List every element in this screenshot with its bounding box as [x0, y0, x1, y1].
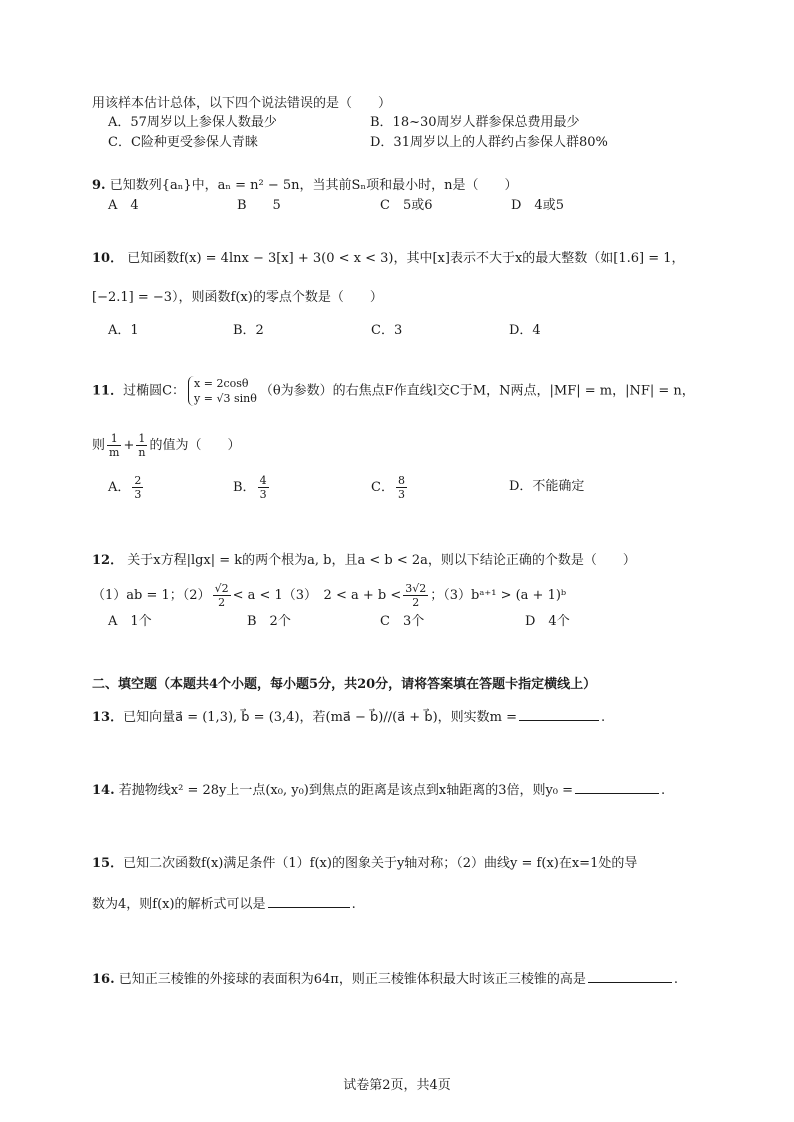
q12-cond2-pre: （2）	[182, 588, 211, 603]
fraction-root2-over-2	[213, 582, 231, 609]
frac-den: n	[138, 446, 146, 459]
q8-option-d: D．31周岁以上的人群约占参保人群80%	[370, 135, 608, 150]
q11-pre: 过椭圆C：	[123, 383, 186, 399]
q9-option-a: A 4	[108, 198, 139, 213]
section-2-heading: 二、填空题（本题共4个小题，每小题5分，共20分，请将答案填在答题卡指定横线上）	[92, 677, 597, 692]
q9-stem	[92, 177, 517, 195]
q14-number: 14.	[92, 783, 115, 798]
q12-cond3-post: ；（3）bᵃ⁺¹ > (a + 1)ᵇ	[430, 588, 567, 603]
frac-num: 1	[107, 432, 121, 446]
fraction-3root2-over-2	[403, 582, 428, 609]
q15-period: .	[351, 897, 356, 912]
q16-answer-blank[interactable]	[588, 968, 672, 983]
q13-number: 13．	[92, 710, 124, 725]
option-label: C．	[371, 480, 394, 495]
frac-den: m	[109, 446, 120, 459]
q10-stem-line2: [−2.1] = −3），则函数f(x)的零点个数是（ ）	[92, 290, 383, 305]
q12-cond1: （1）ab = 1；	[92, 588, 183, 603]
frac-den: 2	[412, 596, 420, 609]
q15-text1: 已知二次函数f(x)满足条件（1）f(x)的图象关于y轴对称；（2）曲线y = f(x)在x=1处的导	[123, 856, 638, 871]
frac-num: 8	[397, 474, 405, 487]
q8-option-a: A．57周岁以上参保人数最少	[108, 115, 277, 130]
q8-option-b: B．18~30周岁人群参保总费用最少	[370, 115, 580, 130]
frac-num: 1	[136, 432, 147, 446]
fraction-8-over-3	[396, 474, 407, 501]
q11-option-a	[108, 474, 145, 501]
q10-stem-line1	[92, 250, 685, 268]
q15-number: 15．	[92, 856, 124, 871]
frac-num: √2	[214, 582, 229, 595]
page-footer: 试卷第2页，共4页	[343, 1078, 451, 1093]
q9-number: 9.	[92, 178, 106, 193]
q12-option-d: D 4个	[525, 614, 570, 629]
fraction-1-over-m	[107, 432, 121, 459]
q16-stem	[92, 968, 678, 989]
frac-den: 3	[397, 488, 405, 501]
frac-num: 4	[259, 474, 267, 487]
param-equation-system	[188, 376, 257, 406]
q12-text: 关于x方程|lgx| = k的两个根为a, b，且a < b < 2a，则以下结论正确的个数是（ ）	[127, 553, 636, 568]
q16-number: 16.	[92, 972, 115, 987]
q14-stem	[92, 779, 665, 800]
q12-conditions	[92, 582, 566, 609]
q10-option-c: C．3	[371, 323, 403, 338]
q13-answer-blank[interactable]	[519, 706, 599, 721]
frac-den: 3	[134, 488, 142, 501]
q12-cond2-post: < a < 1（3） 2 < a + b <	[232, 588, 402, 603]
fraction-2-over-3	[132, 474, 143, 501]
param-eq-x: x = 2cosθ	[194, 377, 249, 390]
param-eq-y: y = √3 sinθ	[194, 392, 257, 405]
q12-stem	[92, 552, 636, 570]
option-label: A．	[108, 480, 131, 495]
q11-number: 11．	[92, 383, 124, 399]
q11-stem-line2	[92, 432, 240, 459]
q10-option-d: D．4	[509, 323, 541, 338]
q16-text: 已知正三棱锥的外接球的表面积为64π，则正三棱锥体积最大时该正三棱锥的高是	[118, 972, 586, 987]
q9-option-b: B 5	[237, 198, 281, 213]
q10-option-b: B．2	[233, 323, 264, 338]
q9-text: 已知数列{aₙ}中，aₙ = n² − 5n，当其前Sₙ项和最小时，n是（ ）	[109, 178, 518, 193]
q13-stem	[92, 706, 605, 727]
q11-line2-pre: 则	[92, 438, 106, 453]
q15-stem-line2	[92, 893, 356, 914]
q8-stem: 用该样本估计总体，以下四个说法错误的是（ ）	[92, 96, 392, 111]
q9-option-d: D 4或5	[511, 198, 564, 213]
frac-den: 3	[259, 488, 267, 501]
q13-period: .	[601, 710, 606, 725]
q14-text: 若抛物线x² = 28y上一点(x₀, y₀)到焦点的距离是该点到x轴距离的3倍，则y₀ =	[118, 783, 574, 798]
q15-text2: 数为4，则f(x)的解析式可以是	[92, 897, 266, 912]
q11-option-d: D．不能确定	[509, 479, 585, 494]
q13-text: 已知向量a⃗ = (1,3), b⃗ = (3,4)，若(ma⃗ − b⃗)//(a⃗ + b⃗)，则实数m =	[123, 710, 518, 725]
q12-option-b: B 2个	[247, 614, 291, 629]
q10-text1: 已知函数f(x) = 4lnx − 3[x] + 3(0 < x < 3)，其中[x]表示不大于x的最大整数（如[1.6] = 1，	[127, 251, 685, 266]
q9-option-c: C 5或6	[380, 198, 433, 213]
q16-period: .	[673, 972, 678, 987]
fraction-4-over-3	[258, 474, 269, 501]
plus-sign: +	[123, 438, 135, 453]
q12-option-a: A 1个	[108, 614, 152, 629]
q11-option-b	[233, 474, 271, 501]
q8-option-c: C．C险种更受参保人青睐	[108, 135, 258, 150]
q11-post: （θ为参数）的右焦点F作直线l交C于M，N两点，|MF| = m，|NF| = n，	[259, 383, 695, 399]
q12-number: 12．	[92, 553, 124, 568]
frac-num: 3√2	[405, 582, 427, 595]
option-label: B．	[233, 480, 256, 495]
q15-answer-blank[interactable]	[268, 893, 350, 908]
frac-den: 2	[218, 596, 226, 609]
q14-answer-blank[interactable]	[575, 779, 659, 794]
q11-line2-post: 的值为（ ）	[149, 438, 241, 453]
q12-option-c: C 3个	[380, 614, 425, 629]
q15-stem-line1	[92, 855, 637, 873]
q11-option-c	[371, 474, 409, 501]
fraction-1-over-n	[136, 432, 147, 459]
q10-number: 10．	[92, 251, 124, 266]
q10-option-a: A．1	[108, 323, 139, 338]
q11-stem-line1	[92, 376, 695, 406]
frac-num: 2	[134, 474, 142, 487]
q14-period: .	[661, 783, 666, 798]
